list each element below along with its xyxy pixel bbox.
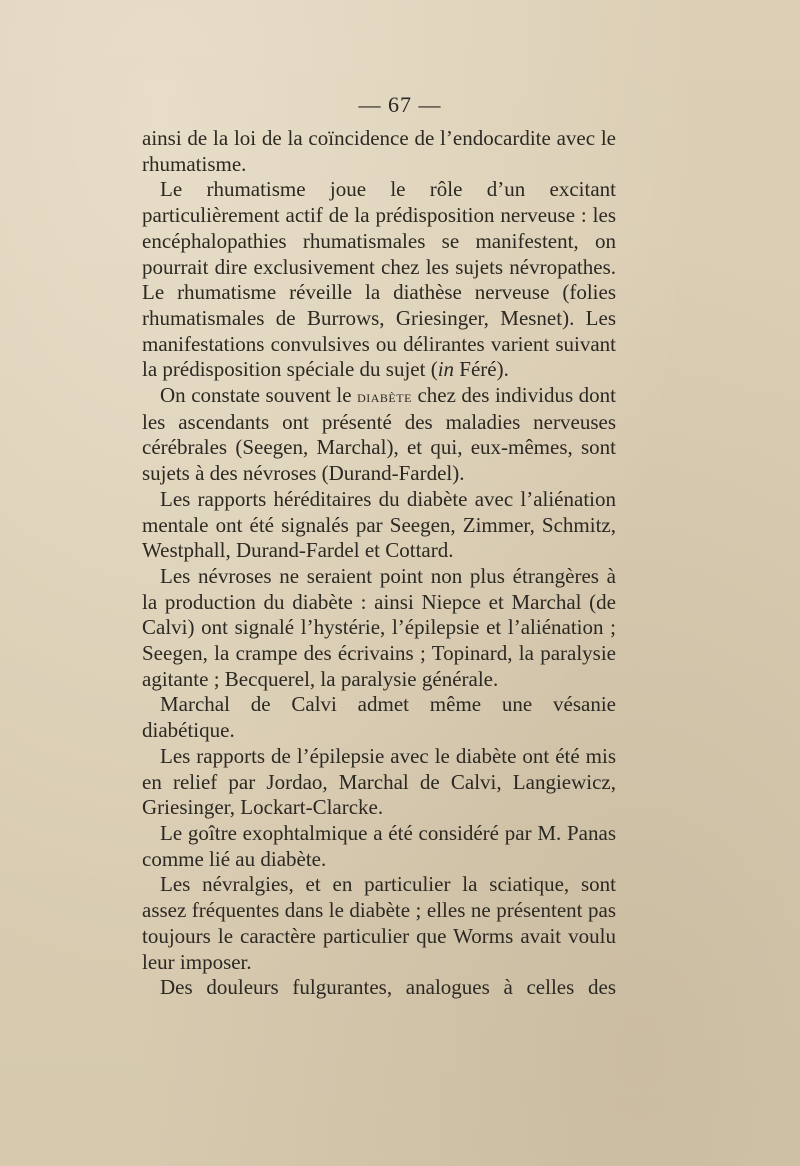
paragraph-9: Les névralgies, et en particulier la sciatique, sont assez fréquentes dans le diabète ; elles ne présentent pas toujours le caractère particulier que Worms avait voulu leur imposer. (142, 872, 616, 974)
paragraph-2-italic: in (437, 357, 455, 382)
paragraph-2 (142, 177, 616, 383)
body-text (142, 126, 616, 1001)
paragraph-6: Marchal de Calvi admet même une vésanie diabétique. (142, 692, 616, 743)
page-number: — 67 — (358, 92, 442, 117)
paragraph-7: Les rapports de l’épilepsie avec le diabète ont été mis en relief par Jordao, Marchal de Calvi, Langiewicz, Griesinger, Lockart-Clarcke. (142, 743, 616, 820)
paragraph-10: Des douleurs fulgurantes, analogues à celles des (160, 975, 616, 1000)
paragraph-3-rest: chez des individus dont les ascendants ont présenté des maladies nerveuses cérébrales (Seegen, Marchal), et qui, eux-mêmes, sont sujets à des névroses (Durand-Fardel). (142, 383, 616, 486)
paragraph-8: Le goître exophtalmique a été considéré par M. Panas comme lié au diabète. (142, 820, 616, 871)
paragraph-1: ainsi de la loi de la coïncidence de l’endocardite avec le rhumatisme. (142, 126, 616, 176)
paragraph-3 (142, 383, 616, 487)
paragraph-3-smallcaps: diabète (357, 387, 412, 407)
paragraph-2-text: Le rhumatisme joue le rôle d’un excitant particulièrement actif de la prédisposition nerveuse : les encéphalopathies rhumatismales se manifestent, on pourrait dire exclusivement chez les sujets névropathes. Le rhumatisme réveille la diathèse nerveuse (folies rhumatismales de Burrows, Griesinger, Mesnet). Les manifestations convulsives ou délirantes varient suivant la prédisposition spéciale du sujet ( (142, 177, 616, 382)
paragraph-2-end: Féré). (454, 357, 509, 382)
paragraph-5: Les névroses ne seraient point non plus étrangères à la production du diabète : ainsi Niepce et Marchal (de Calvi) ont signalé l’hystérie, l’épilepsie et l’aliénation ; Seegen, la crampe des écrivains ; Topinard, la paralysie agitante ; Becquerel, la paralysie générale. (142, 563, 616, 691)
paragraph-4: Les rapports héréditaires du diabète avec l’aliénation mentale ont été signalés par Seegen, Zimmer, Schmitz, Westphall, Durand-Fardel et Cottard. (142, 486, 616, 563)
paragraph-3-start: On constate souvent le (160, 383, 358, 408)
